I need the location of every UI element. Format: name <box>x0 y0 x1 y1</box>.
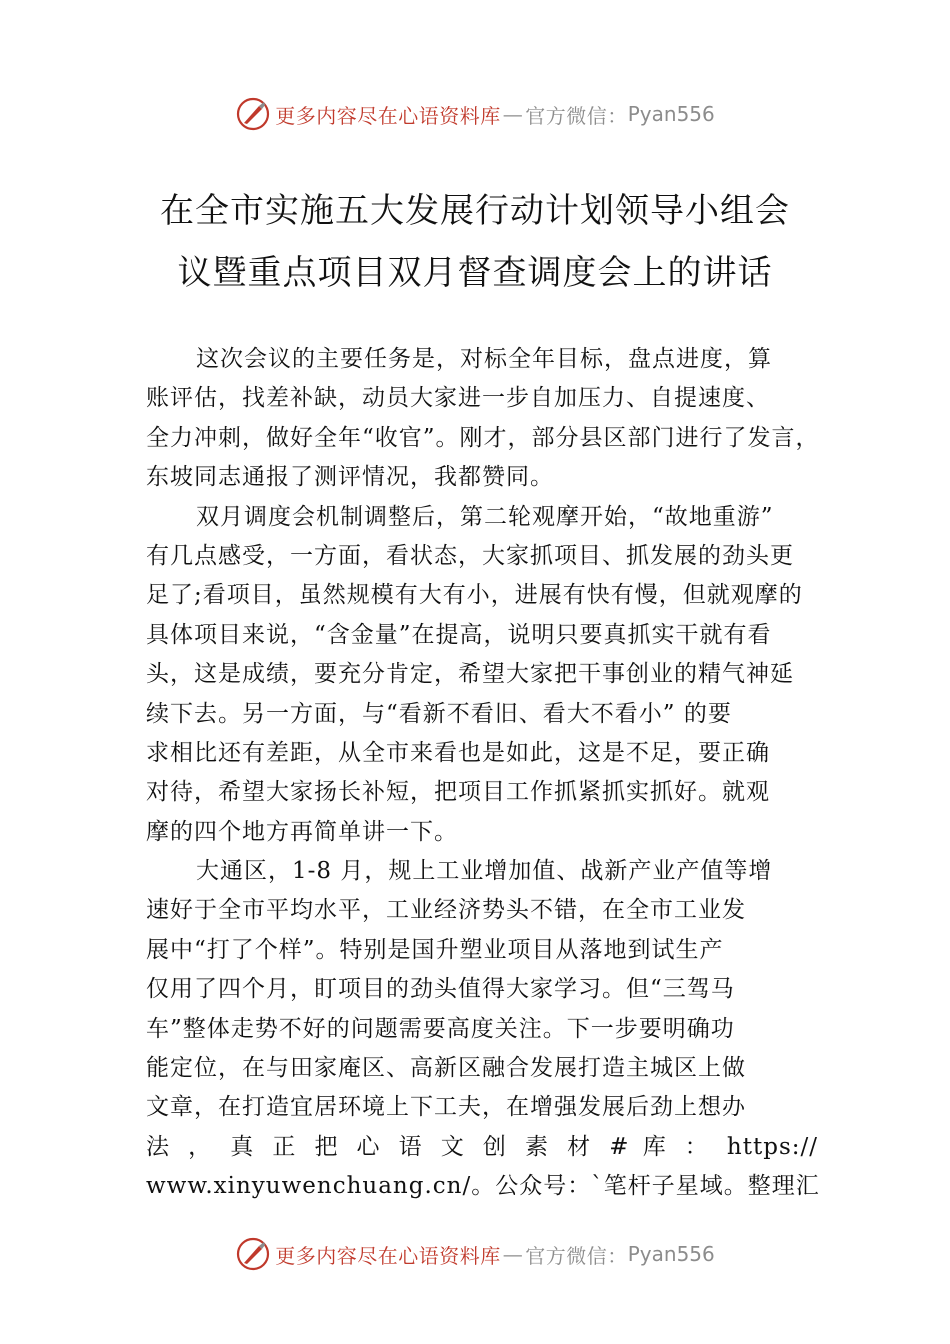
body-line: 全力冲刺，做好全年“收官”。刚才，部分县区部门进行了发言， <box>146 424 820 451</box>
body-line: 足了;看项目，虽然规模有大有小，进展有快有慢，但就观摩的 <box>146 582 803 609</box>
body-line: 仅用了四个月，盯项目的劲头值得大家学习。但“三驾马 <box>146 976 735 1003</box>
quill-logo-icon <box>235 96 271 132</box>
body-line: 摩的四个地方再简单讲一下。 <box>146 818 458 845</box>
body-line: 双月调度会机制调整后，第二轮观摩开始，“故地重游” <box>196 503 774 530</box>
header-watermark-banner <box>0 92 950 136</box>
body-line: www.xinyuwenchuang.cn/。公众号：`笔杆子星域。整理汇 <box>146 1173 820 1200</box>
title-line-2: 议暨重点项目双月督查调度会上的讲话 <box>177 253 773 293</box>
body-line: 求相比还有差距，从全市来看也是如此，这是不足，要正确 <box>146 739 770 766</box>
banner-wechat-label: 官方微信： <box>525 1243 628 1268</box>
body-line: 对待，希望大家扬长补短，把项目工作抓紧抓实抓好。就观 <box>146 779 770 806</box>
banner-brand-text: 更多内容尽在心语资料库 <box>275 1243 501 1268</box>
banner-separator: — <box>502 1242 524 1266</box>
body-line: 车”整体走势不好的问题需要高度关注。下一步要明确功 <box>146 1015 735 1042</box>
banner-wechat-id: Pyan556 <box>627 1242 715 1266</box>
body-line: 这次会议的主要任务是，对标全年目标，盘点进度，算 <box>196 346 772 372</box>
body-line: 能定位，在与田家庵区、高新区融合发展打造主城区上做 <box>146 1055 746 1082</box>
banner-wechat-label: 官方微信： <box>525 103 628 128</box>
body-line: 东坡同志通报了测评情况，我都赞同。 <box>146 464 554 491</box>
body-line: 大通区，1-8 月，规上工业增加值、战新产业产值等增 <box>196 858 773 885</box>
body-line: 文章，在打造宜居环境上下工夫，在增强发展后劲上想办 <box>146 1094 746 1121</box>
banner-separator: — <box>502 102 524 126</box>
body-line: 速好于全市平均水平，工业经济势头不错，在全市工业发 <box>146 897 746 924</box>
body-line: 有几点感受，一方面，看状态，大家抓项目、抓发展的劲头更 <box>146 542 794 569</box>
banner-brand-text: 更多内容尽在心语资料库 <box>275 103 501 128</box>
body-line: 法 ， 真 正 把 心 语 文 创 素 材 # 库 ： https:// <box>146 1133 818 1160</box>
body-line: 展中“打了个样”。特别是国升塑业项目从落地到试生产 <box>146 936 724 963</box>
body-line: 具体项目来说，“含金量”在提高，说明只要真抓实干就有看 <box>146 621 772 648</box>
footer-watermark-banner <box>0 1232 950 1276</box>
title-line-1: 在全市实施五大发展行动计划领导小组会 <box>160 191 790 231</box>
body-line: 头，这是成绩，要充分肯定，希望大家把干事创业的精气神延 <box>146 661 794 688</box>
document-title <box>0 180 950 304</box>
body-line: 账评估，找差补缺，动员大家进一步自加压力、自提速度、 <box>146 385 770 412</box>
body-line: 续下去。另一方面，与“看新不看旧、看大不看小” 的要 <box>146 700 732 727</box>
document-body <box>146 340 818 1207</box>
quill-logo-icon <box>235 1236 271 1272</box>
banner-wechat-id: Pyan556 <box>627 102 715 126</box>
